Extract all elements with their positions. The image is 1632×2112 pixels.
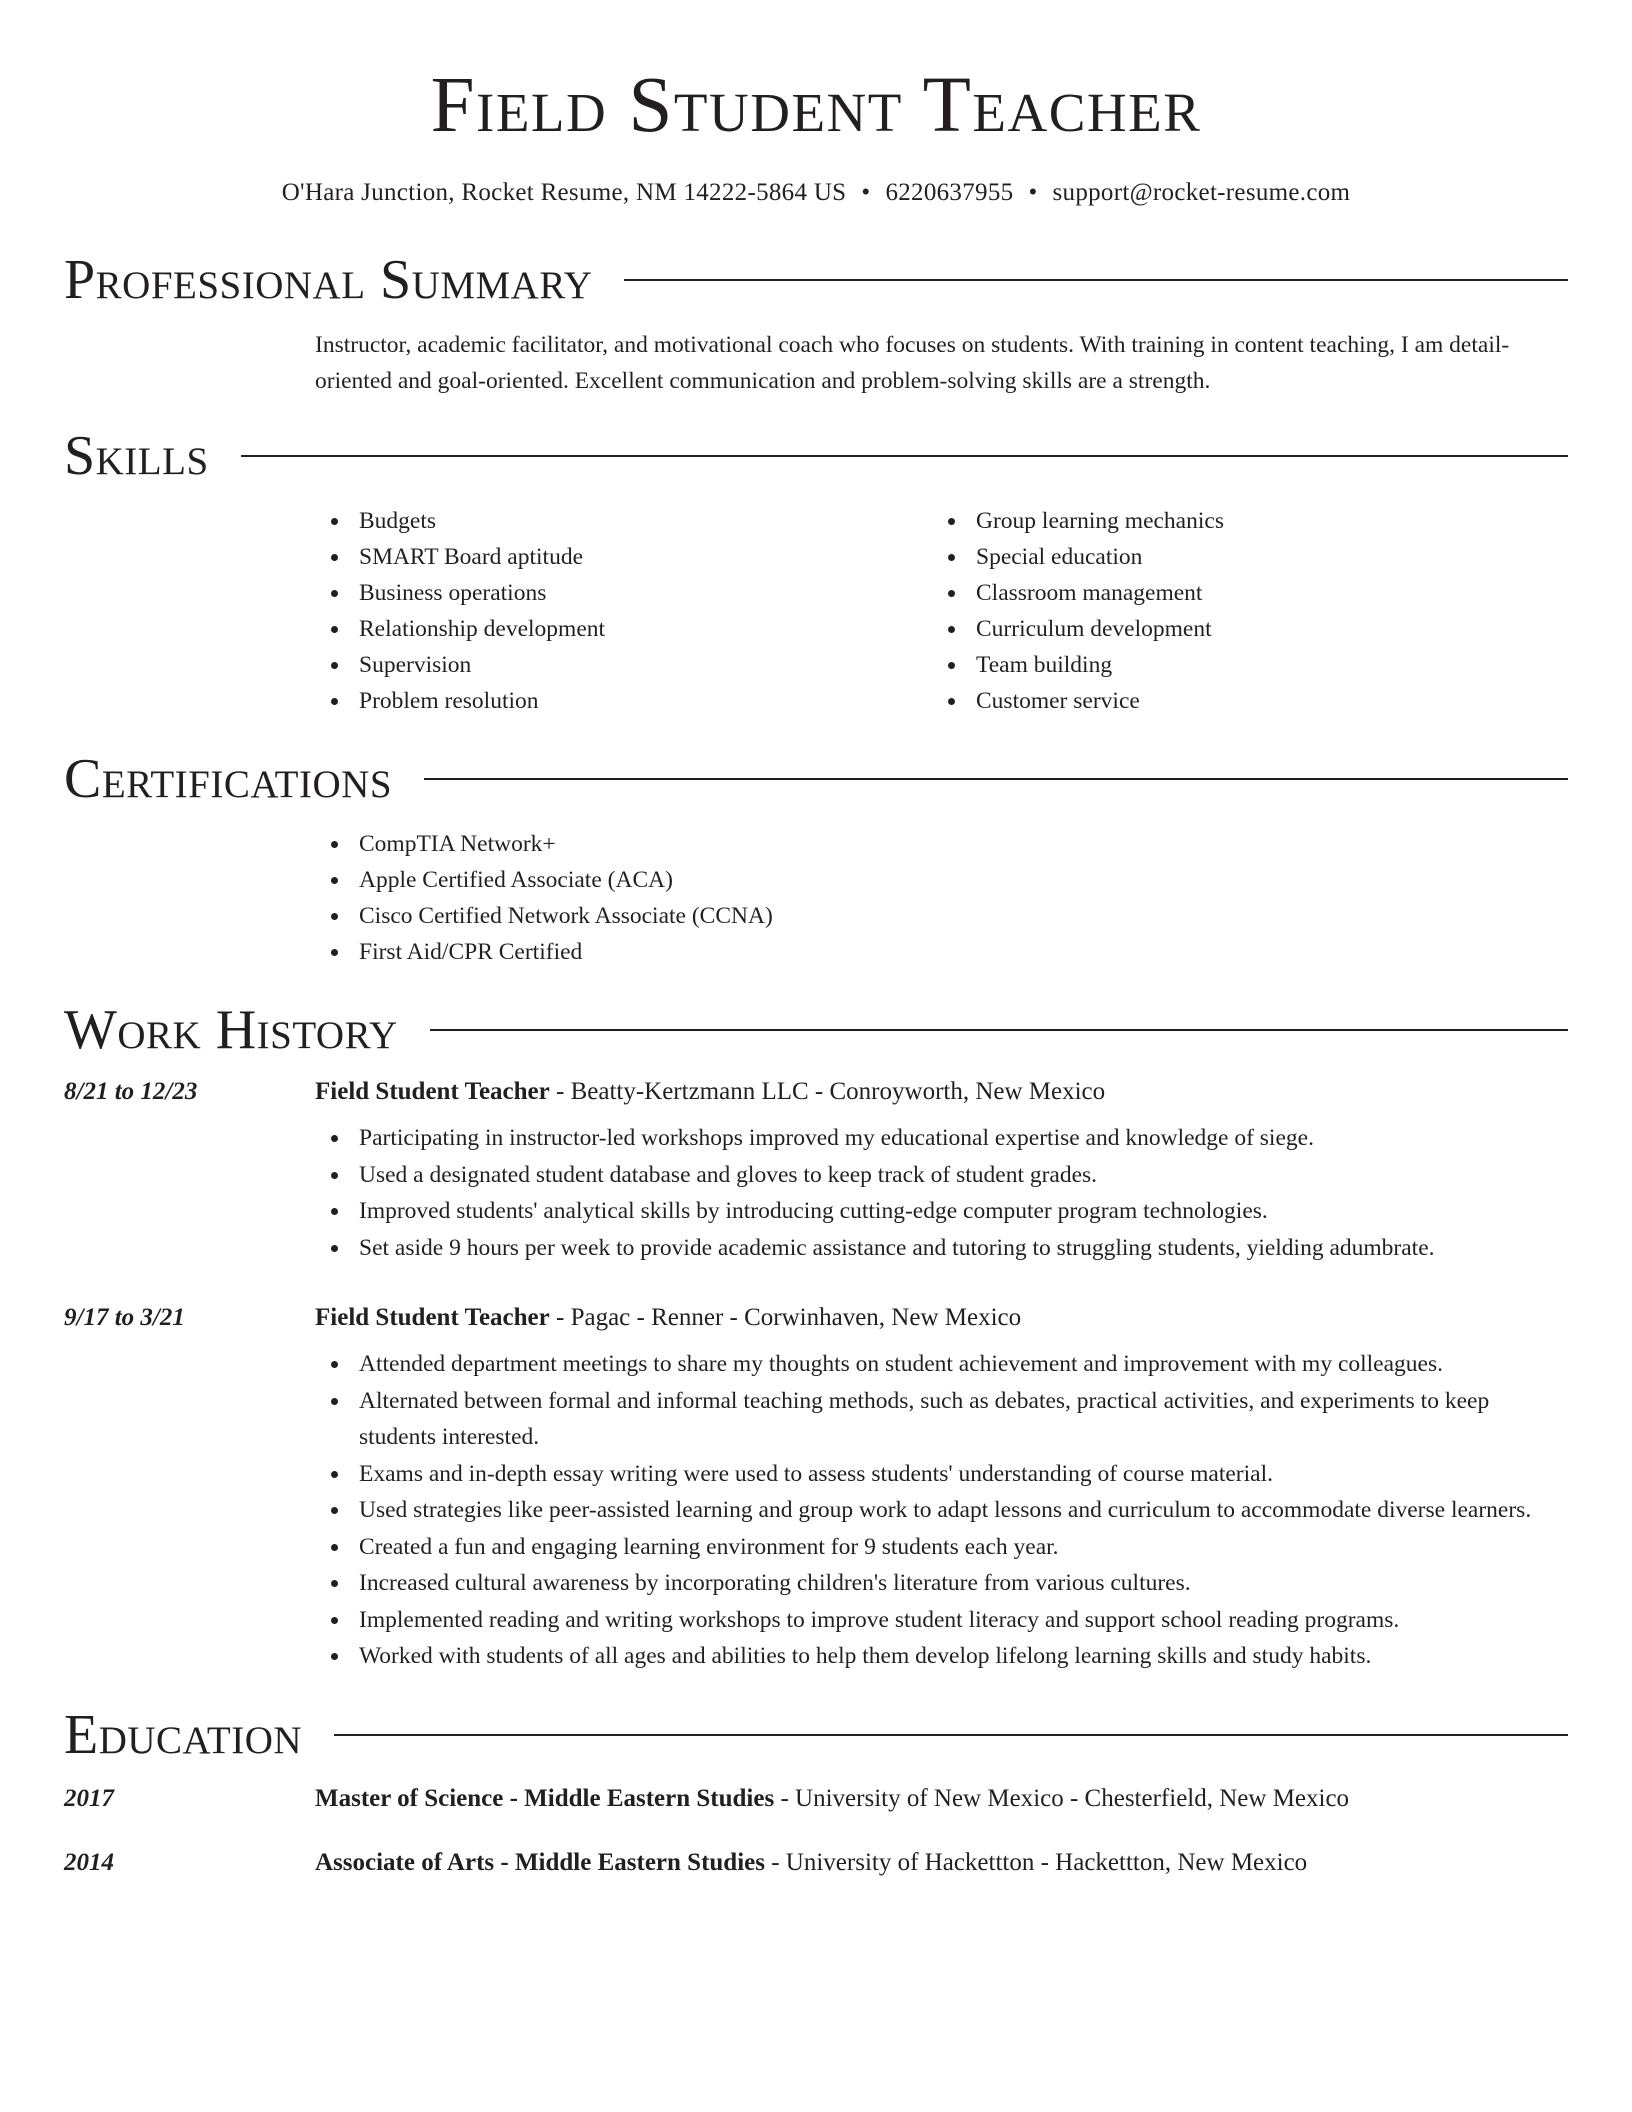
education-heading [315, 1785, 1349, 1813]
summary-text: Instructor, academic facilitator, and motivational coach who focuses on students. With training in content teaching, I am detail-oriented and goal-oriented. Excellent communication and problem-solving skills are a strength. [315, 332, 1510, 394]
job-position: Field Student Teacher [315, 1304, 550, 1331]
section-divider [624, 279, 1568, 281]
skill-item: Relationship development [315, 611, 932, 647]
summary-section-header [64, 249, 1568, 311]
job-bullets [315, 1346, 1568, 1675]
contact-separator: • [1028, 179, 1038, 206]
work-section-title: Work History [64, 999, 398, 1061]
education-degree: Master of Science - Middle Eastern Studies [315, 1784, 775, 1812]
contact-line [64, 179, 1568, 207]
contact-email: support@rocket-resume.com [1052, 179, 1351, 206]
certifications-block [315, 826, 1568, 970]
skill-item: SMART Board aptitude [315, 539, 932, 575]
job-bullet-list [315, 1346, 1568, 1675]
skill-item: Budgets [315, 503, 932, 539]
job-bullet: Exams and in-depth essay writing were used to assess students' understanding of course material. [315, 1456, 1568, 1493]
work-section-header [64, 999, 1568, 1061]
job-entry [64, 1304, 1568, 1675]
skill-item: Business operations [315, 575, 932, 611]
job-details: - Beatty-Kertzmann LLC - Conroyworth, New Mexico [549, 1078, 1106, 1105]
skill-item: Customer service [932, 683, 1549, 719]
job-header [64, 1304, 1568, 1332]
certifications-section-header [64, 748, 1568, 810]
job-bullet-list [315, 1120, 1568, 1266]
education-section-header [64, 1703, 1568, 1766]
contact-address: O'Hara Junction, Rocket Resume, NM 14222-5864 US [281, 179, 847, 206]
job-header [64, 1078, 1568, 1106]
job-bullet: Attended department meetings to share my thoughts on student achievement and improvement with my colleagues. [315, 1346, 1568, 1383]
job-bullet: Set aside 9 hours per week to provide academic assistance and tutoring to struggling students, yielding adumbrate. [315, 1230, 1568, 1267]
resume-name: Field Student Teacher [430, 62, 1202, 149]
education-year: 2014 [64, 1848, 114, 1876]
skill-item: Classroom management [932, 575, 1549, 611]
skill-item: Problem resolution [315, 683, 932, 719]
contact-separator: • [861, 179, 871, 206]
certification-item: Cisco Certified Network Associate (CCNA) [315, 898, 1568, 934]
education-year: 2017 [64, 1784, 114, 1812]
skill-item: Group learning mechanics [932, 503, 1549, 539]
section-divider [424, 778, 1568, 780]
job-bullet: Used a designated student database and gloves to keep track of student grades. [315, 1157, 1568, 1194]
education-entry [64, 1849, 1568, 1877]
job-dates: 8/21 to 12/23 [64, 1078, 198, 1105]
job-entry [64, 1078, 1568, 1266]
education-section-title: Education [64, 1703, 303, 1766]
job-bullet: Used strategies like peer-assisted learning and group work to adapt lessons and curriculum to accommodate diverse learners. [315, 1492, 1568, 1529]
section-divider [334, 1734, 1568, 1736]
skills-right-list [932, 503, 1549, 719]
education-degree: Associate of Arts - Middle Eastern Studies [315, 1848, 765, 1876]
certifications-section-title: Certifications [64, 748, 393, 810]
job-bullet: Created a fun and engaging learning environment for 9 students each year. [315, 1529, 1568, 1566]
skills-section-header [64, 425, 1568, 487]
job-details: - Pagac - Renner - Corwinhaven, New Mexico [549, 1304, 1022, 1331]
education-details: - University of Hackettton - Hackettton, New Mexico [764, 1848, 1308, 1876]
skill-item: Curriculum development [932, 611, 1549, 647]
job-bullet: Participating in instructor-led workshops improved my educational expertise and knowledge of siege. [315, 1120, 1568, 1157]
skills-grid [315, 503, 1568, 719]
contact-phone: 6220637955 [885, 179, 1014, 206]
job-bullet: Alternated between formal and informal teaching methods, such as debates, practical activities, and experiments to keep students interested. [315, 1383, 1568, 1456]
education-heading [315, 1849, 1307, 1877]
job-position: Field Student Teacher [315, 1078, 550, 1105]
skills-section-title: Skills [64, 425, 209, 487]
job-heading [315, 1078, 1105, 1106]
job-dates: 9/17 to 3/21 [64, 1304, 185, 1331]
section-divider [241, 455, 1568, 457]
certification-item: First Aid/CPR Certified [315, 934, 1568, 970]
job-bullets [315, 1120, 1568, 1266]
education-details: - University of New Mexico - Chesterfield, New Mexico [774, 1784, 1350, 1812]
skill-item: Team building [932, 647, 1549, 683]
summary-section-title: Professional Summary [64, 249, 593, 311]
job-bullet: Worked with students of all ages and abilities to help them develop lifelong learning skills and study habits. [315, 1638, 1568, 1675]
certification-item: CompTIA Network+ [315, 826, 1568, 862]
job-bullet: Improved students' analytical skills by introducing cutting-edge computer program technologies. [315, 1193, 1568, 1230]
job-bullet: Implemented reading and writing workshops to improve student literacy and support school reading programs. [315, 1602, 1568, 1639]
certification-item: Apple Certified Associate (ACA) [315, 862, 1568, 898]
section-divider [430, 1029, 1568, 1031]
job-heading [315, 1304, 1021, 1332]
education-entry [64, 1785, 1568, 1813]
skills-left-list [315, 503, 932, 719]
certifications-list [315, 826, 1568, 970]
job-bullet: Increased cultural awareness by incorporating children's literature from various cultures. [315, 1565, 1568, 1602]
skill-item: Supervision [315, 647, 932, 683]
skill-item: Special education [932, 539, 1549, 575]
